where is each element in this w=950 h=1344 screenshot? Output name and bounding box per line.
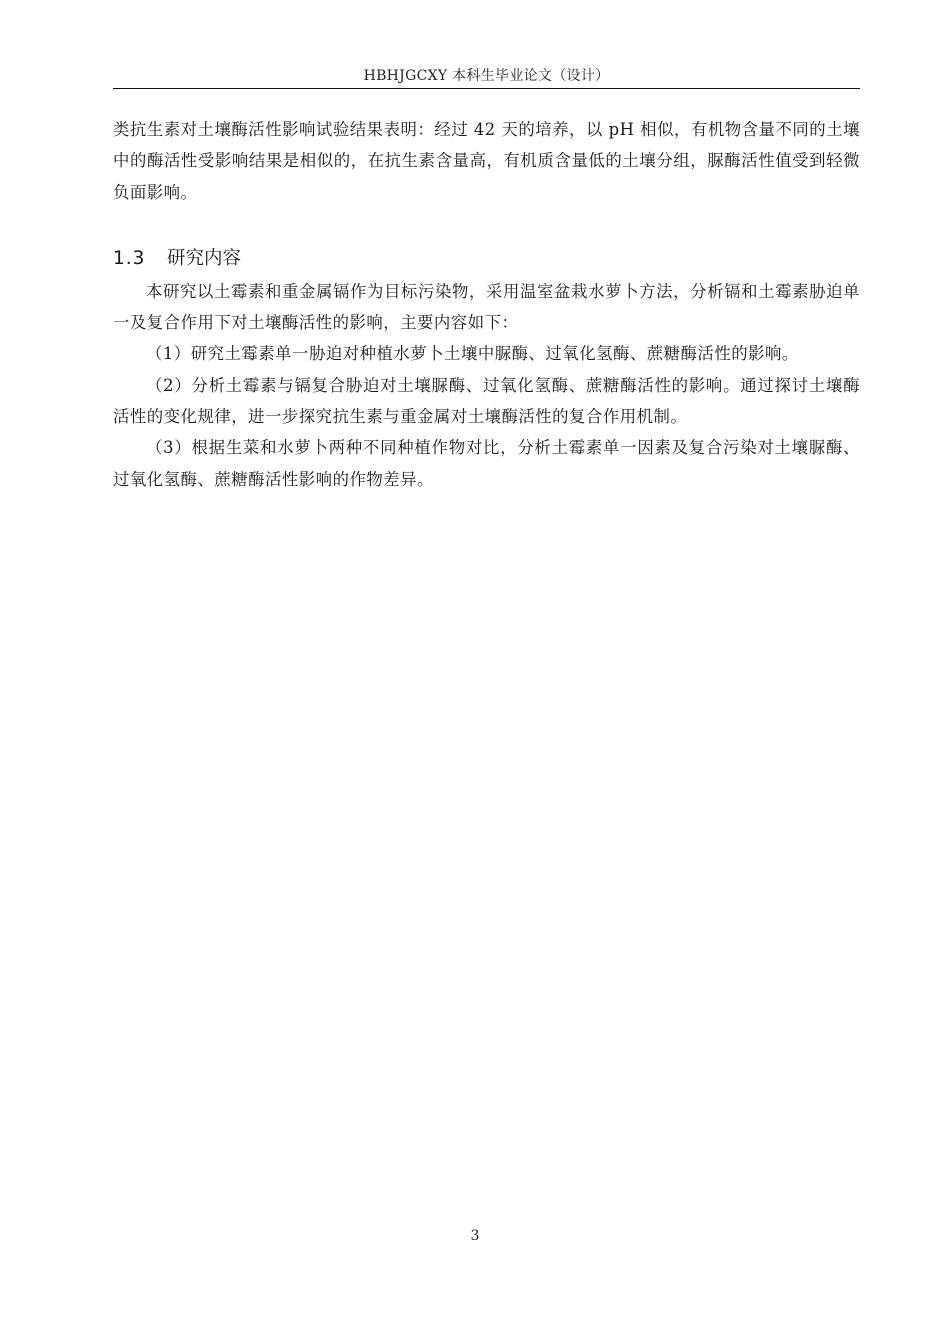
page-number: 3	[470, 1228, 480, 1244]
content-item-2: （2）分析土霉素与镉复合胁迫对土壤脲酶、过氧化氢酶、蔗糖酶活性的影响。通过探讨土壤酶活性的变化规律，进一步探究抗生素与重金属对土壤酶活性的复合作用机制。	[113, 375, 860, 427]
header-divider	[113, 88, 860, 89]
section-number: 1.3	[113, 247, 146, 269]
section-title: 研究内容	[167, 247, 242, 269]
section-heading	[113, 245, 860, 273]
section-intro-paragraph: 本研究以土霉素和重金属镉作为目标污染物，采用温室盆栽水萝卜方法，分析镉和土霉素胁迫单一及复合作用下对土壤酶活性的影响，主要内容如下：	[113, 281, 860, 333]
continuation-paragraph: 类抗生素对土壤酶活性影响试验结果表明：经过 42 天的培养，以 pH 相似，有机物含量不同的土壤中的酶活性受影响结果是相似的，在抗生素含量高，有机质含量低的土壤分组，脲酶活性值受到轻微负面影响。	[113, 120, 860, 202]
page-header: HBHJGCXY 本科生毕业论文（设计）	[363, 68, 610, 84]
content-item-1: （1）研究土霉素单一胁迫对种植水萝卜土壤中脲酶、过氧化氢酶、蔗糖酶活性的影响。	[146, 344, 799, 364]
document-body	[113, 114, 860, 495]
content-item-3: （3）根据生菜和水萝卜两种不同种植作物对比，分析土霉素单一因素及复合污染对土壤脲酶、过氧化氢酶、蔗糖酶活性影响的作物差异。	[113, 438, 860, 489]
